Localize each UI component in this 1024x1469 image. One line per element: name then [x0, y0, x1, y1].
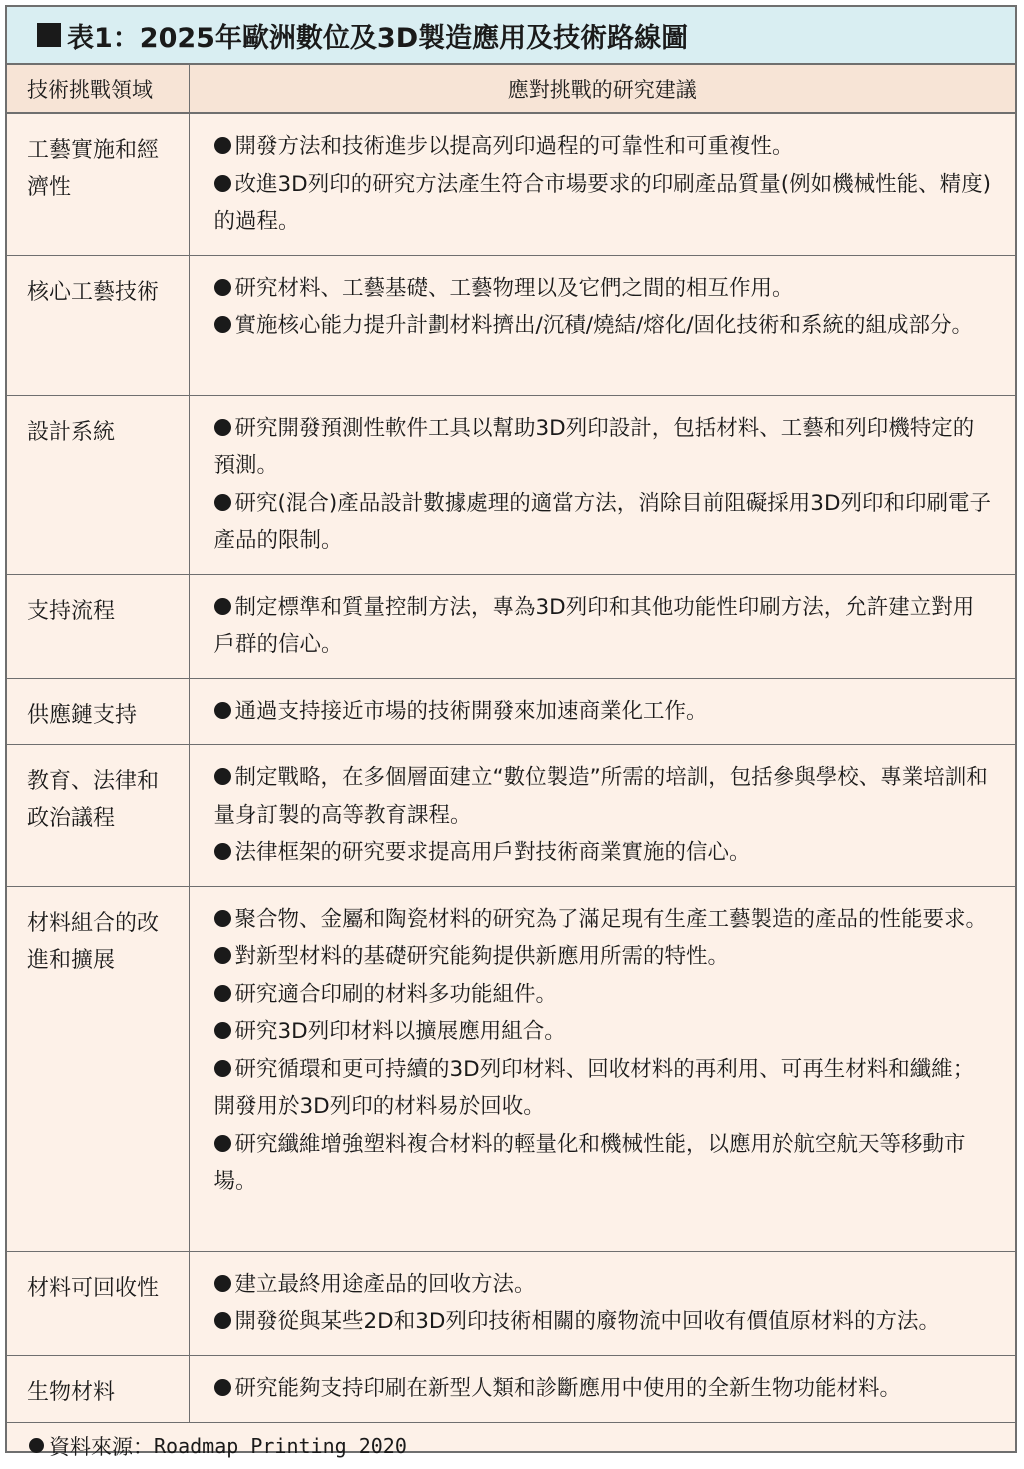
recommendation-text: 研究適合印刷的材料多功能組件。 [234, 981, 558, 1007]
recommendation-cell [189, 574, 1015, 678]
challenge-area-label: 供應鏈支持 [27, 702, 138, 728]
bullet-dot-icon [214, 598, 231, 615]
source-note [7, 1423, 1015, 1469]
recommendation-item [214, 270, 992, 308]
bullet-dot-icon [214, 419, 231, 436]
bullet-dot-icon [214, 494, 231, 511]
challenge-area-label: 核心工藝技術 [27, 279, 160, 305]
bullet-dot-icon [214, 985, 231, 1002]
recommendation-item [214, 1370, 992, 1408]
table-row [7, 113, 1015, 255]
roadmap-table [7, 65, 1015, 1423]
recommendation-text: 研究材料、工藝基礎、工藝物理以及它們之間的相互作用。 [234, 275, 794, 301]
recommendation-cell [189, 745, 1015, 887]
table-row [7, 886, 1015, 1251]
bullet-dot-icon [214, 947, 231, 964]
recommendation-cell [189, 678, 1015, 745]
header-research-recommendations: 應對挑戰的研究建議 [189, 65, 1015, 113]
recommendation-text: 開發方法和技術進步以提高列印過程的可靠性和可重複性。 [234, 134, 794, 159]
recommendation-cell [189, 1355, 1015, 1422]
challenge-area-label: 教育、法律和政治議程 [27, 769, 160, 831]
challenge-area-label: 支持流程 [27, 598, 116, 624]
table-row [7, 574, 1015, 678]
recommendation-item [214, 1013, 992, 1051]
bullet-dot-icon [214, 279, 231, 296]
header-challenge-area: 技術挑戰領域 [7, 65, 189, 113]
recommendation-cell [189, 395, 1015, 574]
source-label: 資料來源： [49, 1434, 154, 1459]
challenge-area-label: 生物材料 [27, 1379, 116, 1405]
table-row [7, 395, 1015, 574]
challenge-area-cell [7, 745, 189, 887]
recommendation-cell [189, 1251, 1015, 1355]
roadmap-table-frame [5, 5, 1017, 1459]
recommendation-item [214, 901, 992, 939]
table-header-row [7, 65, 1015, 113]
table-row [7, 1355, 1015, 1422]
bullet-dot-icon [214, 768, 231, 785]
recommendation-item [214, 307, 992, 345]
challenge-area-cell [7, 113, 189, 255]
bullet-dot-icon [214, 1312, 231, 1329]
recommendation-cell [189, 255, 1015, 395]
challenge-area-label: 材料組合的改進和擴展 [27, 910, 160, 973]
recommendation-text: 研究纖維增強塑料複合材料的輕量化和機械性能，以應用於航空航天等移動市場。 [213, 1131, 966, 1194]
bullet-dot-icon [214, 137, 231, 154]
recommendation-item [214, 1303, 992, 1341]
recommendation-cell [189, 113, 1015, 255]
recommendation-item [214, 693, 992, 731]
bullet-dot-icon [214, 175, 231, 192]
recommendation-item [214, 589, 992, 664]
recommendation-item [214, 485, 992, 560]
recommendation-text: 制定戰略，在多個層面建立“數位製造”所需的培訓，包括參與學校、專業培訓和量身訂製的高等教育課程。 [213, 765, 988, 828]
challenge-area-label: 設計系統 [27, 419, 116, 445]
table-title-bar [7, 7, 1015, 65]
recommendation-text: 研究循環和更可持續的3D列印材料、回收材料的再利用、可再生材料和纖維；開發用於3D列印的材料易於回收。 [213, 1056, 975, 1119]
bullet-dot-icon [214, 1275, 231, 1292]
recommendation-item [214, 1051, 992, 1126]
recommendation-text: 通過支持接近市場的技術開發來加速商業化工作。 [234, 698, 708, 724]
recommendation-item [214, 976, 992, 1014]
table-row [7, 1251, 1015, 1355]
recommendation-text: 開發從與某些2D和3D列印技術相關的廢物流中回收有價值原材料的方法。 [234, 1309, 940, 1334]
bullet-dot-icon [214, 1379, 231, 1396]
recommendation-text: 法律框架的研究要求提高用戶對技術商業實施的信心。 [234, 840, 751, 865]
recommendation-item [214, 410, 992, 485]
recommendation-text: 研究能夠支持印刷在新型人類和診斷應用中使用的全新生物功能材料。 [234, 1375, 902, 1401]
challenge-area-label: 工藝實施和經濟性 [27, 138, 160, 200]
recommendation-text: 實施核心能力提升計劃材料擠出/沉積/燒結/熔化/固化技術和系統的組成部分。 [234, 313, 973, 338]
bullet-dot-icon [214, 1135, 231, 1152]
recommendation-item [214, 834, 992, 872]
challenge-area-cell [7, 886, 189, 1251]
recommendation-text: 建立最終用途產品的回收方法。 [234, 1271, 536, 1297]
bullet-dot-icon [29, 1438, 44, 1453]
recommendation-text: 制定標準和質量控制方法，專為3D列印和其他功能性印刷方法，允許建立對用戶群的信心。 [213, 594, 975, 657]
recommendation-text: 研究(混合)產品設計數據處理的適當方法，消除目前阻礙採用3D列印和印刷電子產品的限制。 [213, 490, 992, 553]
recommendation-item [214, 759, 992, 834]
bullet-dot-icon [214, 1022, 231, 1039]
bullet-dot-icon [214, 843, 231, 860]
recommendation-cell [189, 886, 1015, 1251]
bullet-dot-icon [214, 1060, 231, 1077]
recommendation-item [214, 1126, 992, 1201]
challenge-area-label: 材料可回收性 [27, 1275, 160, 1301]
challenge-area-cell [7, 574, 189, 678]
challenge-area-cell [7, 255, 189, 395]
recommendation-item [214, 166, 992, 241]
table-row [7, 678, 1015, 745]
source-text: Roadmap Printing 2020 [154, 1433, 407, 1458]
recommendation-item [214, 938, 992, 976]
bullet-dot-icon [214, 702, 231, 719]
title-square-icon [37, 23, 61, 47]
recommendation-text: 研究開發預測性軟件工具以幫助3D列印設計，包括材料、工藝和列印機特定的預測。 [213, 415, 975, 478]
challenge-area-cell [7, 1251, 189, 1355]
recommendation-text: 研究3D列印材料以擴展應用組合。 [234, 1019, 566, 1044]
recommendation-item [214, 1266, 992, 1304]
table-row [7, 255, 1015, 395]
challenge-area-cell [7, 1355, 189, 1422]
challenge-area-cell [7, 678, 189, 745]
recommendation-text: 改進3D列印的研究方法產生符合市場要求的印刷產品質量(例如機械性能、精度)的過程。 [213, 171, 992, 234]
recommendation-item [214, 128, 992, 166]
bullet-dot-icon [214, 316, 231, 333]
recommendation-text: 對新型材料的基礎研究能夠提供新應用所需的特性。 [234, 944, 730, 969]
recommendation-text: 聚合物、金屬和陶瓷材料的研究為了滿足現有生產工藝製造的產品的性能要求。 [234, 906, 988, 932]
table-row [7, 745, 1015, 887]
challenge-area-cell [7, 395, 189, 574]
bullet-dot-icon [214, 910, 231, 927]
table-title: 表1：2025年歐洲數位及3D製造應用及技術路線圖 [67, 22, 689, 54]
